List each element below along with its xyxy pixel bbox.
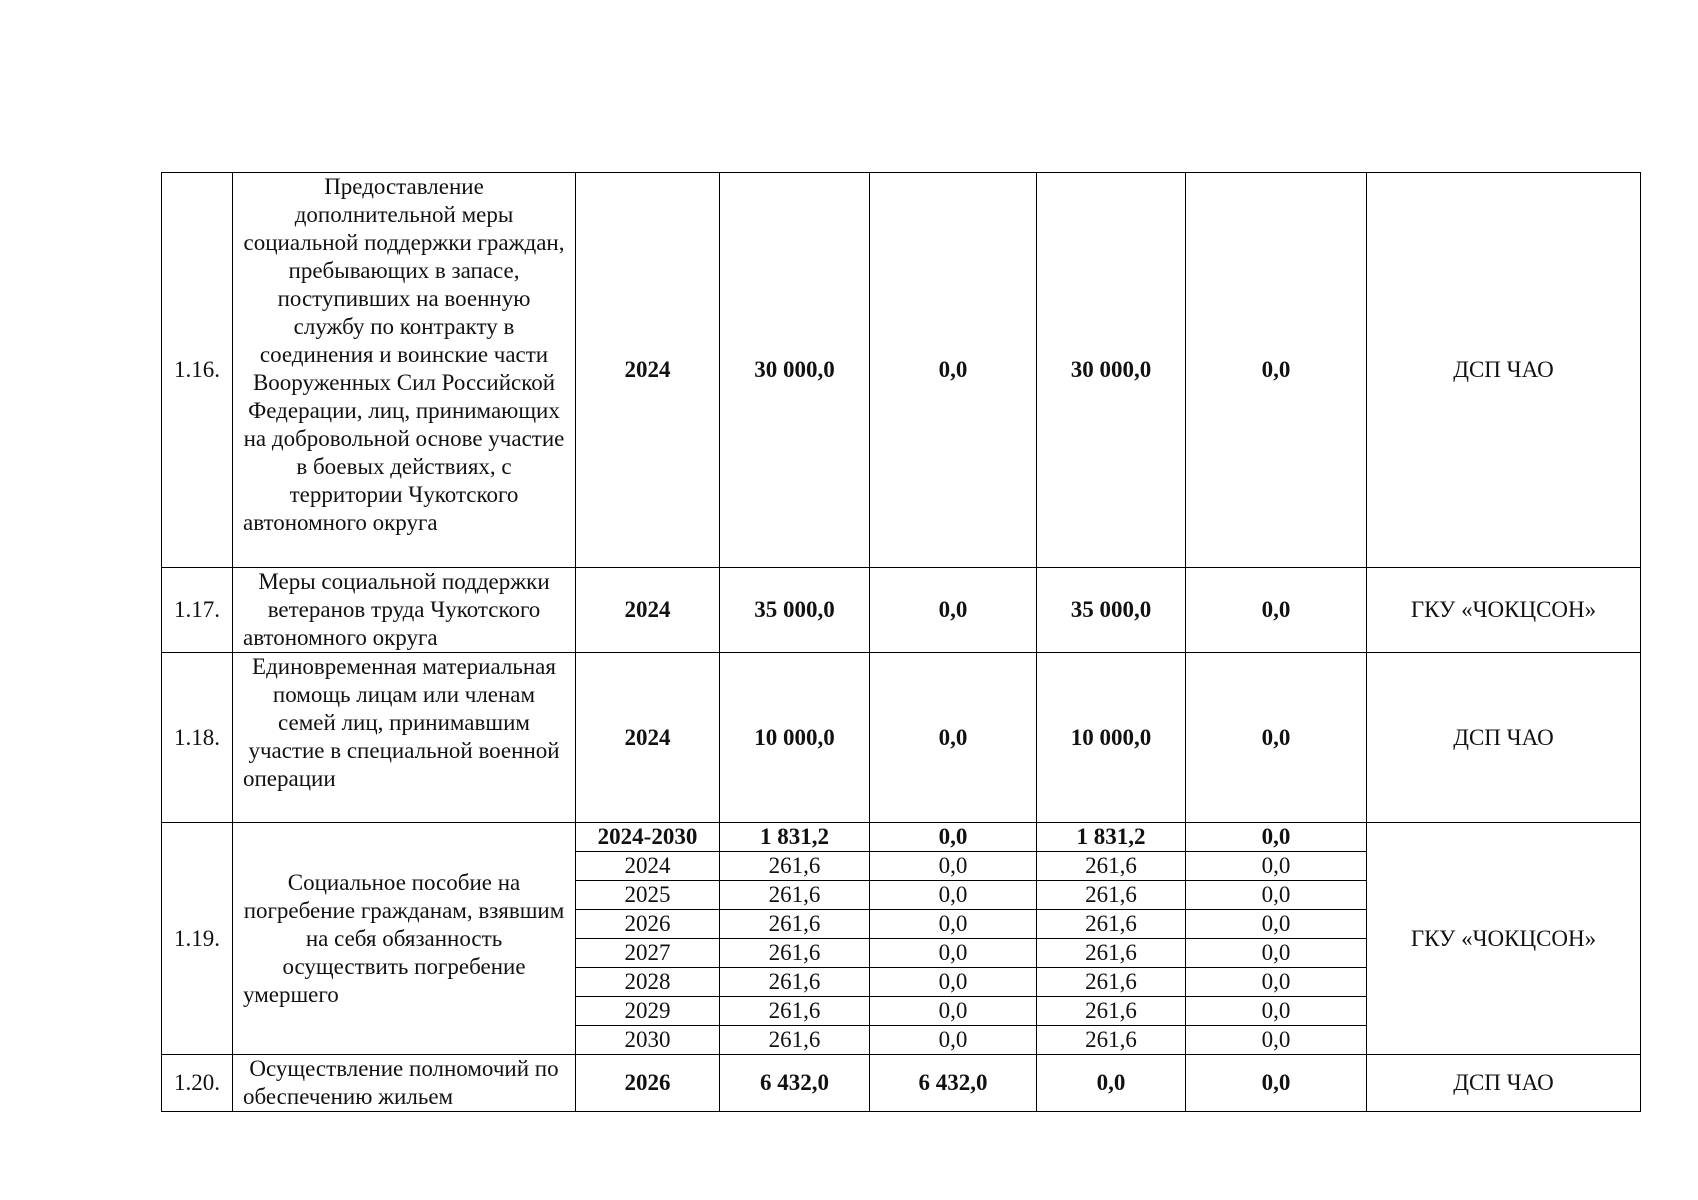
subrow-federal: 0,0 bbox=[870, 910, 1037, 939]
row-year: 2024 bbox=[576, 568, 720, 653]
row-description: Единовременная материальная помощь лицам или членам семей лиц, принимавшим участие в специальной военной операции bbox=[233, 653, 576, 823]
row-year: 2024 bbox=[576, 653, 720, 823]
row-executor: ДСП ЧАО bbox=[1367, 173, 1641, 568]
subrow-year: 2027 bbox=[576, 939, 720, 968]
subrow-federal: 0,0 bbox=[870, 968, 1037, 997]
row-executor: ГКУ «ЧОКЦСОН» bbox=[1367, 823, 1641, 1055]
subrow-total: 261,6 bbox=[720, 881, 870, 910]
table-row bbox=[162, 1055, 1641, 1112]
subrow-total: 261,6 bbox=[720, 910, 870, 939]
subrow-other: 0,0 bbox=[1186, 881, 1367, 910]
subrow-regional: 261,6 bbox=[1037, 968, 1186, 997]
subrow-federal: 0,0 bbox=[870, 1026, 1037, 1055]
row-federal: 0,0 bbox=[870, 173, 1037, 568]
row-federal: 0,0 bbox=[870, 568, 1037, 653]
subrow-total: 1 831,2 bbox=[720, 823, 870, 852]
row-number: 1.18. bbox=[162, 653, 233, 823]
row-description: Предоставление дополнительной меры социальной поддержки граждан, пребывающих в запасе, поступивших на военную службу по контракту в соединения и воинские части Вооруженных Сил Российской Федерации, лиц, принимающих на добровольной основе участие в боевых действиях, с территории Чукотского автономного округа bbox=[233, 173, 576, 568]
row-number: 1.17. bbox=[162, 568, 233, 653]
subrow-federal: 0,0 bbox=[870, 881, 1037, 910]
row-description: Меры социальной поддержки ветеранов труда Чукотского автономного округа bbox=[233, 568, 576, 653]
row-total: 30 000,0 bbox=[720, 173, 870, 568]
subrow-federal: 0,0 bbox=[870, 823, 1037, 852]
row-year: 2026 bbox=[576, 1055, 720, 1112]
row-federal: 6 432,0 bbox=[870, 1055, 1037, 1112]
subrow-regional: 261,6 bbox=[1037, 881, 1186, 910]
subrow-regional: 261,6 bbox=[1037, 852, 1186, 881]
row-other: 0,0 bbox=[1186, 568, 1367, 653]
subrow-federal: 0,0 bbox=[870, 939, 1037, 968]
subrow-total: 261,6 bbox=[720, 1026, 870, 1055]
subrow-year: 2029 bbox=[576, 997, 720, 1026]
subrow-year: 2030 bbox=[576, 1026, 720, 1055]
subrow-regional: 1 831,2 bbox=[1037, 823, 1186, 852]
row-executor: ГКУ «ЧОКЦСОН» bbox=[1367, 568, 1641, 653]
row-regional: 35 000,0 bbox=[1037, 568, 1186, 653]
subrow-year: 2025 bbox=[576, 881, 720, 910]
row-year: 2024 bbox=[576, 173, 720, 568]
subrow-other: 0,0 bbox=[1186, 852, 1367, 881]
subrow-year: 2024 bbox=[576, 852, 720, 881]
subrow-federal: 0,0 bbox=[870, 997, 1037, 1026]
subrow-year: 2028 bbox=[576, 968, 720, 997]
subrow-other: 0,0 bbox=[1186, 910, 1367, 939]
subrow-regional: 261,6 bbox=[1037, 910, 1186, 939]
row-number: 1.20. bbox=[162, 1055, 233, 1112]
row-description: Осуществление полномочий по обеспечению жильем bbox=[233, 1055, 576, 1112]
subrow-year: 2024-2030 bbox=[576, 823, 720, 852]
subrow-year: 2026 bbox=[576, 910, 720, 939]
row-number: 1.19. bbox=[162, 823, 233, 1055]
subrow-total: 261,6 bbox=[720, 852, 870, 881]
row-other: 0,0 bbox=[1186, 653, 1367, 823]
row-number: 1.16. bbox=[162, 173, 233, 568]
table-row bbox=[162, 173, 1641, 568]
subrow-federal: 0,0 bbox=[870, 852, 1037, 881]
row-other: 0,0 bbox=[1186, 173, 1367, 568]
subrow-other: 0,0 bbox=[1186, 1026, 1367, 1055]
subrow-regional: 261,6 bbox=[1037, 1026, 1186, 1055]
table-row bbox=[162, 823, 1641, 852]
subrow-regional: 261,6 bbox=[1037, 997, 1186, 1026]
row-total: 10 000,0 bbox=[720, 653, 870, 823]
subrow-total: 261,6 bbox=[720, 968, 870, 997]
row-description: Социальное пособие на погребение гражданам, взявшим на себя обязанность осуществить погребение умершего bbox=[233, 823, 576, 1055]
table-row bbox=[162, 653, 1641, 823]
table-row bbox=[162, 568, 1641, 653]
row-executor: ДСП ЧАО bbox=[1367, 653, 1641, 823]
subrow-total: 261,6 bbox=[720, 997, 870, 1026]
row-federal: 0,0 bbox=[870, 653, 1037, 823]
budget-table bbox=[161, 172, 1641, 1112]
subrow-regional: 261,6 bbox=[1037, 939, 1186, 968]
row-executor: ДСП ЧАО bbox=[1367, 1055, 1641, 1112]
row-total: 35 000,0 bbox=[720, 568, 870, 653]
row-regional: 10 000,0 bbox=[1037, 653, 1186, 823]
row-other: 0,0 bbox=[1186, 1055, 1367, 1112]
subrow-other: 0,0 bbox=[1186, 823, 1367, 852]
row-regional: 0,0 bbox=[1037, 1055, 1186, 1112]
subrow-other: 0,0 bbox=[1186, 939, 1367, 968]
subrow-total: 261,6 bbox=[720, 939, 870, 968]
subrow-other: 0,0 bbox=[1186, 997, 1367, 1026]
row-total: 6 432,0 bbox=[720, 1055, 870, 1112]
subrow-other: 0,0 bbox=[1186, 968, 1367, 997]
row-regional: 30 000,0 bbox=[1037, 173, 1186, 568]
